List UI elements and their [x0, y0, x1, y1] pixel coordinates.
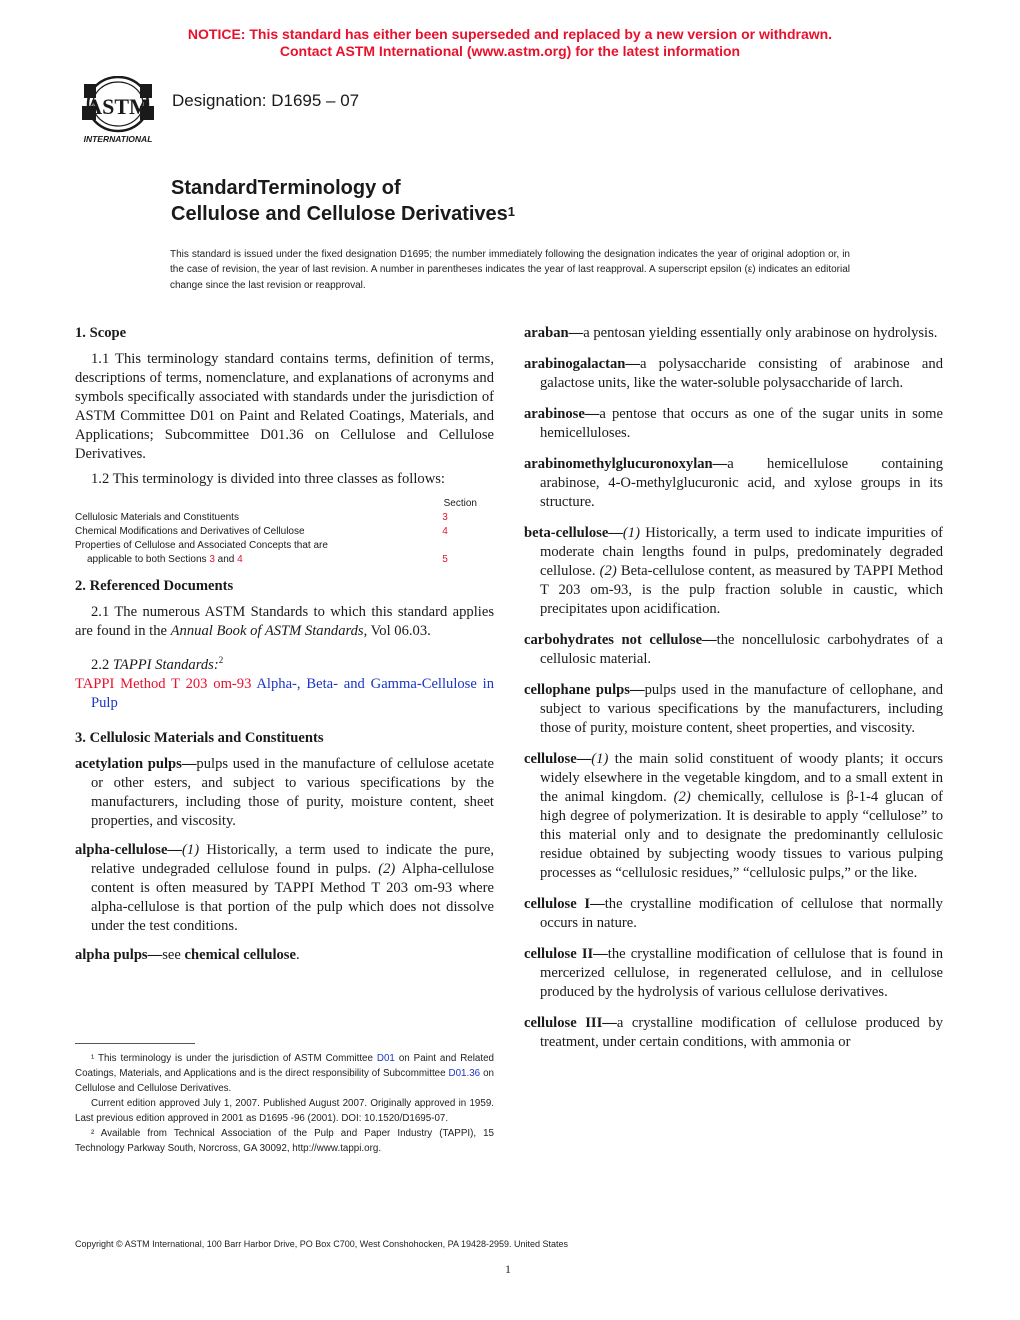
- copyright: Copyright © ASTM International, 100 Barr Harbor Drive, PO Box C700, West Conshohocken, PA 19428-2959. United States: [75, 1239, 569, 1249]
- term-araban: araban—a pentosan yielding essentially only arabinose on hydrolysis.: [524, 325, 938, 341]
- term-alpha-cellulose: alpha-cellulose—(1) Historically, a term used to indicate the pure, relative undegraded cellulose found in pulps. (2) Alpha-cellulose content is often measured by TAPPI Method T 203 om-93 where alpha-cellulose is that portion of the pulp which does not dissolve under the test conditions.: [75, 841, 494, 934]
- tappi-title-link[interactable]: Alpha-, Beta- and Gamma-Cellulose in Pulp: [91, 675, 494, 711]
- footnote-rule: [75, 1043, 195, 1044]
- left-column: [75, 324, 494, 977]
- term-arabinogalactan: arabinogalactan—a polysaccharide consisting of arabinose and galactose units, like the water-soluble polysaccharide of larch.: [524, 356, 943, 391]
- toc-section-link[interactable]: 3: [442, 512, 448, 523]
- scope-heading: 1. Scope: [75, 325, 127, 341]
- term-cellulose-i: cellulose I—the crystalline modification of cellulose that normally occurs in nature.: [524, 896, 943, 931]
- astm-logo: [76, 76, 160, 146]
- notice-line-1: NOTICE: This standard has either been superseded and replaced by a new version or withdrawn.: [187, 26, 833, 42]
- term-cellulose-iii: cellulose III—a crystalline modification of cellulose produced by treatment, under certain conditions, with ammonia or: [524, 1015, 943, 1050]
- issued-note: This standard is issued under the fixed designation D1695; the number immediately following the designation indicates the year of original adoption or, in the case of revision, the year of last revision. A number in parentheses indicates the year of last reapproval. A superscript epsilon (ε) indicates an editorial change since the last revision or reapproval.: [170, 249, 850, 291]
- title-line-2: [171, 201, 515, 227]
- toc-section-link[interactable]: 4: [442, 526, 448, 537]
- toc-row: [75, 511, 494, 525]
- term-carbohydrates-not-cellulose: carbohydrates not cellulose—the noncellulosic carbohydrates of a cellulosic material.: [524, 632, 943, 667]
- document-title: [171, 175, 515, 227]
- footnote-2-ref[interactable]: 2: [218, 655, 224, 665]
- designation: Designation: D1695 – 07: [172, 91, 360, 110]
- paragraph-2-1: 2.1 The numerous ASTM Standards to which this standard applies are found in the Annual Book of ASTM Standards, Vol 06.03.: [75, 604, 494, 639]
- paragraph-2-2: 2.2 TAPPI Standards:$^2$: [91, 655, 224, 673]
- term-acetylation-pulps: acetylation pulps—pulps used in the manufacture of cellulose acetate or other esters, and subject to various specifications by the manufacturers, including those of purity, moisture content, sheet properties, and viscosity.: [75, 755, 494, 829]
- cellulosic-materials-heading: 3. Cellulosic Materials and Constituents: [75, 729, 324, 746]
- astm-logo-mark: [76, 76, 160, 146]
- chemical-cellulose-ref: chemical cellulose: [184, 946, 296, 963]
- toc-label: Chemical Modifications and Derivatives of Cellulose: [75, 526, 305, 537]
- notice-line-2: Contact ASTM International (www.astm.org) for the latest information: [279, 43, 741, 59]
- term-beta-cellulose: beta-cellulose—(1) Historically, a term used to indicate impurities of moderate chain lengths found in pulps, predominately degraded cellulose. (2) Beta-cellulose content, as measured by TAPPI Method T 203 om-93, is the pulp fraction soluble in caustic, which precipitates upon acidification.: [524, 525, 943, 617]
- paragraph-1-2: 1.2 This terminology is divided into three classes as follows:: [91, 471, 445, 487]
- d01-36-link[interactable]: D01.36: [448, 1068, 481, 1079]
- logo-subtitle: INTERNATIONAL: [83, 134, 153, 144]
- toc-row: [75, 553, 494, 567]
- toc-row: Properties of Cellulose and Associated Concepts that are: [75, 540, 328, 551]
- tappi-reference[interactable]: [75, 675, 494, 713]
- footnote-2: ² Available from Technical Association of the Pulp and Paper Industry (TAPPI), 15 Technology Parkway South, Norcross, GA 30092, http://www.tappi.org.: [75, 1128, 494, 1154]
- term-arabinomethylglucuronoxylan: arabinomethylglucuronoxylan—a hemicellulose containing arabinose, 4-O-methylglucuronic acid, and xylose groups in its structure.: [524, 456, 943, 510]
- term-cellophane-pulps: cellophane pulps—pulps used in the manufacture of cellophane, and subject to various specifications by the manufacturers, including those of purity, moisture content, sheet properties, and viscosity.: [524, 682, 943, 736]
- term-alpha-pulps: alpha pulps—see chemical cellulose.: [75, 946, 300, 963]
- footnotes: [75, 1051, 494, 1156]
- section-3-link[interactable]: 3: [209, 554, 215, 565]
- logo-letters: ASTM: [86, 94, 150, 119]
- tappi-method-link[interactable]: TAPPI Method T 203 om-93: [75, 675, 252, 692]
- toc-label: applicable to both Sections 3 and 4: [87, 554, 243, 565]
- referenced-documents-heading: 2. Referenced Documents: [75, 578, 234, 594]
- toc-row: [75, 525, 494, 539]
- title-footnote-ref[interactable]: 1: [507, 204, 516, 219]
- section-4-link[interactable]: 4: [237, 554, 243, 565]
- page-number: 1: [505, 1262, 511, 1276]
- toc-header: Section: [443, 498, 477, 509]
- paragraph-1-1: 1.1 This terminology standard contains terms, definition of terms, descriptions of terms, nomenclature, and explanations of acronyms and symbols specifically associated with standards under the jurisdiction of ASTM Committee D01 on Paint and Related Coatings, Materials, and Applications; Subcommittee D01.36 on Cellulose and Cellulose Derivatives.: [75, 351, 494, 462]
- term-arabinose: arabinose—a pentose that occurs as one of the sugar units in some hemicelluloses.: [524, 406, 943, 441]
- footnote-1-edition: Current edition approved July 1, 2007. Published August 2007. Originally approved in 1959. Last previous edition approved in 2001 as D1695 -96 (2001). DOI: 10.1520/D1695-07.: [75, 1098, 494, 1124]
- footnote-1: ¹ This terminology is under the jurisdiction of ASTM Committee D01 on Paint and Related Coatings, Materials, and Applications and is the direct responsibility of Subcommittee D01.36 on Cellulose and Cellulose Derivatives.: [75, 1053, 494, 1094]
- term-cellulose: cellulose—(1) the main solid constituent of woody plants; it occurs widely elsewhere in the vegetable kingdom, and to a small extent in the animal kingdom. (2) chemically, cellulose is β-1-4 glucan of high degree of polymerization. It is desirable to apply “cellulose” to this material only and to designate the predominantly cellulosic residue obtained by subjecting woody tissues to various pulping processes as “cellulosic residues,” “cellulosic pulps,” or the like.: [524, 751, 943, 881]
- d01-link[interactable]: D01: [376, 1053, 395, 1064]
- toc-label: Cellulosic Materials and Constituents: [75, 512, 239, 523]
- right-column: [524, 324, 943, 1064]
- title-line-1: StandardTerminology of: [171, 177, 401, 199]
- term-cellulose-ii: cellulose II—the crystalline modification of cellulose that is found in mercerized cellulose, in regenerated cellulose, and in cellulose produced by the hydrolysis of various cellulose derivatives.: [524, 946, 943, 1000]
- title-line-2-text: Cellulose and Cellulose Derivatives: [171, 203, 508, 225]
- toc-section-link[interactable]: 5: [442, 554, 448, 565]
- classes-table: [75, 497, 494, 567]
